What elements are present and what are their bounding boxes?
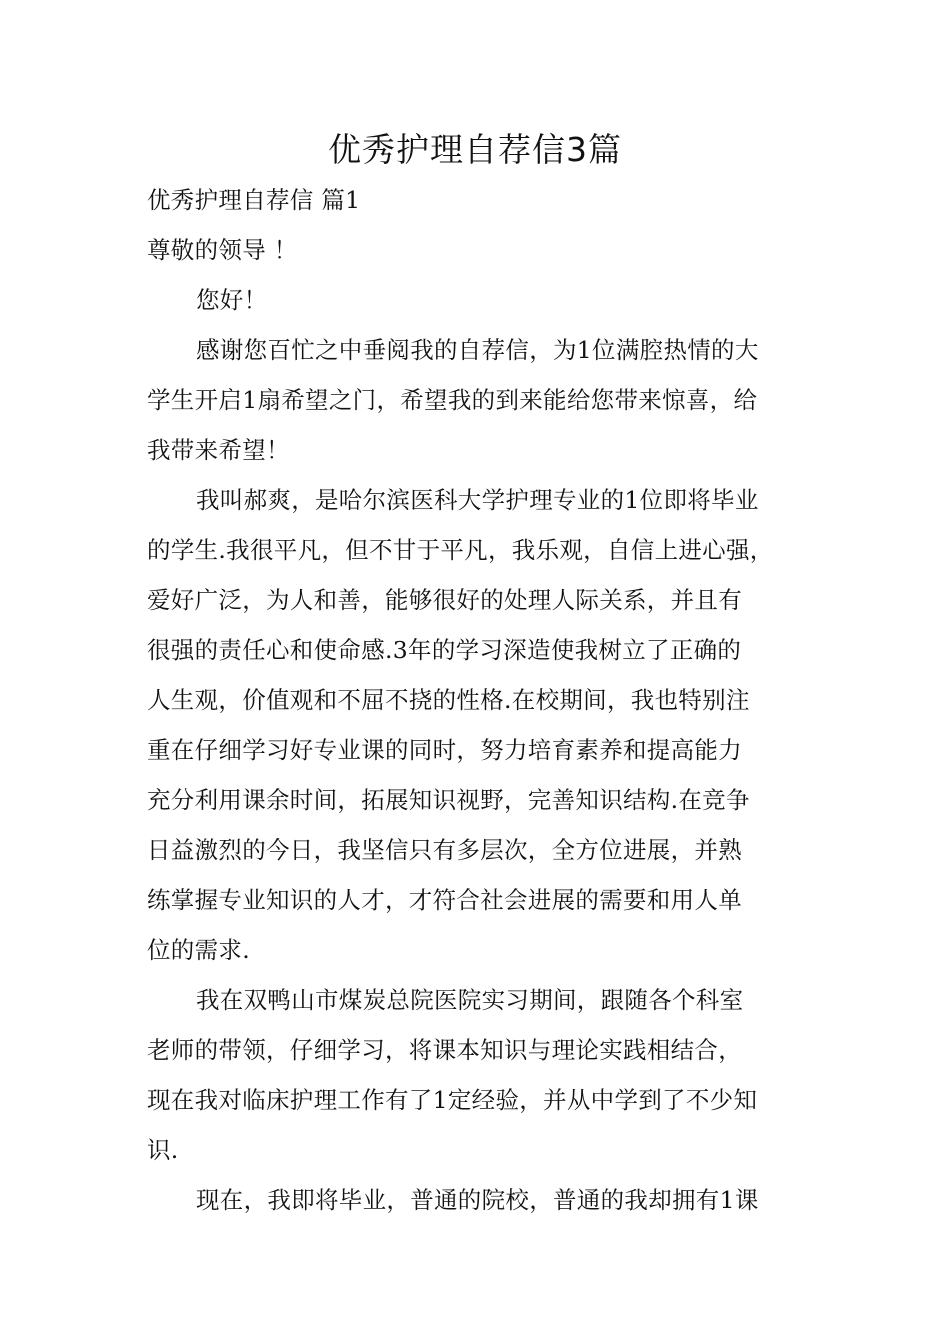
paragraph-2-line: 人生观，价值观和不屈不挠的性格.在校期间，我也特别注 bbox=[147, 686, 750, 714]
paragraph-3-line: 老师的带领，仔细学习，将课本知识与理论实践相结合， bbox=[147, 1036, 742, 1064]
paragraph-1-line: 学生开启1扇希望之门，希望我的到来能给您带来惊喜，给 bbox=[147, 386, 758, 414]
paragraph-2-line: 爱好广泛，为人和善，能够很好的处理人际关系，并且有 bbox=[147, 586, 742, 614]
paragraph-1-line: 我带来希望！ bbox=[147, 436, 290, 464]
document-subtitle: 优秀护理自荐信 篇1 bbox=[147, 186, 361, 214]
paragraph-3-line: 识. bbox=[147, 1136, 179, 1164]
greeting: 您好！ bbox=[196, 286, 268, 314]
paragraph-2-line: 我叫郝爽，是哈尔滨医科大学护理专业的1位即将毕业 bbox=[196, 486, 759, 514]
paragraph-2-line: 重在仔细学习好专业课的同时，努力培育素养和提高能力 bbox=[147, 736, 742, 764]
salutation: 尊敬的领导 ！ bbox=[147, 236, 298, 264]
paragraph-2-line: 日益激烈的今日，我坚信只有多层次，全方位进展，并熟 bbox=[147, 836, 742, 864]
paragraph-2-line: 充分利用课余时间，拓展知识视野，完善知识结构.在竞争 bbox=[147, 786, 750, 814]
paragraph-4-line: 现在，我即将毕业，普通的院校，普通的我却拥有1课 bbox=[196, 1186, 759, 1214]
paragraph-2-line: 很强的责任心和使命感.3年的学习深造使我树立了正确的 bbox=[147, 636, 742, 664]
paragraph-2-line: 位的需求. bbox=[147, 936, 250, 964]
paragraph-3-line: 现在我对临床护理工作有了1定经验，并从中学到了不少知 bbox=[147, 1086, 758, 1114]
paragraph-3-line: 我在双鸭山市煤炭总院医院实习期间，跟随各个科室 bbox=[196, 986, 744, 1014]
document-title: 优秀护理自荐信3篇 bbox=[328, 130, 622, 169]
paragraph-2-line: 练掌握专业知识的人才，才符合社会进展的需要和用人单 bbox=[147, 886, 742, 914]
paragraph-1-line: 感谢您百忙之中垂阅我的自荐信，为1位满腔热情的大 bbox=[196, 336, 759, 364]
paragraph-2-line: 的学生.我很平凡，但不甘于平凡，我乐观，自信上进心强， bbox=[147, 536, 774, 564]
